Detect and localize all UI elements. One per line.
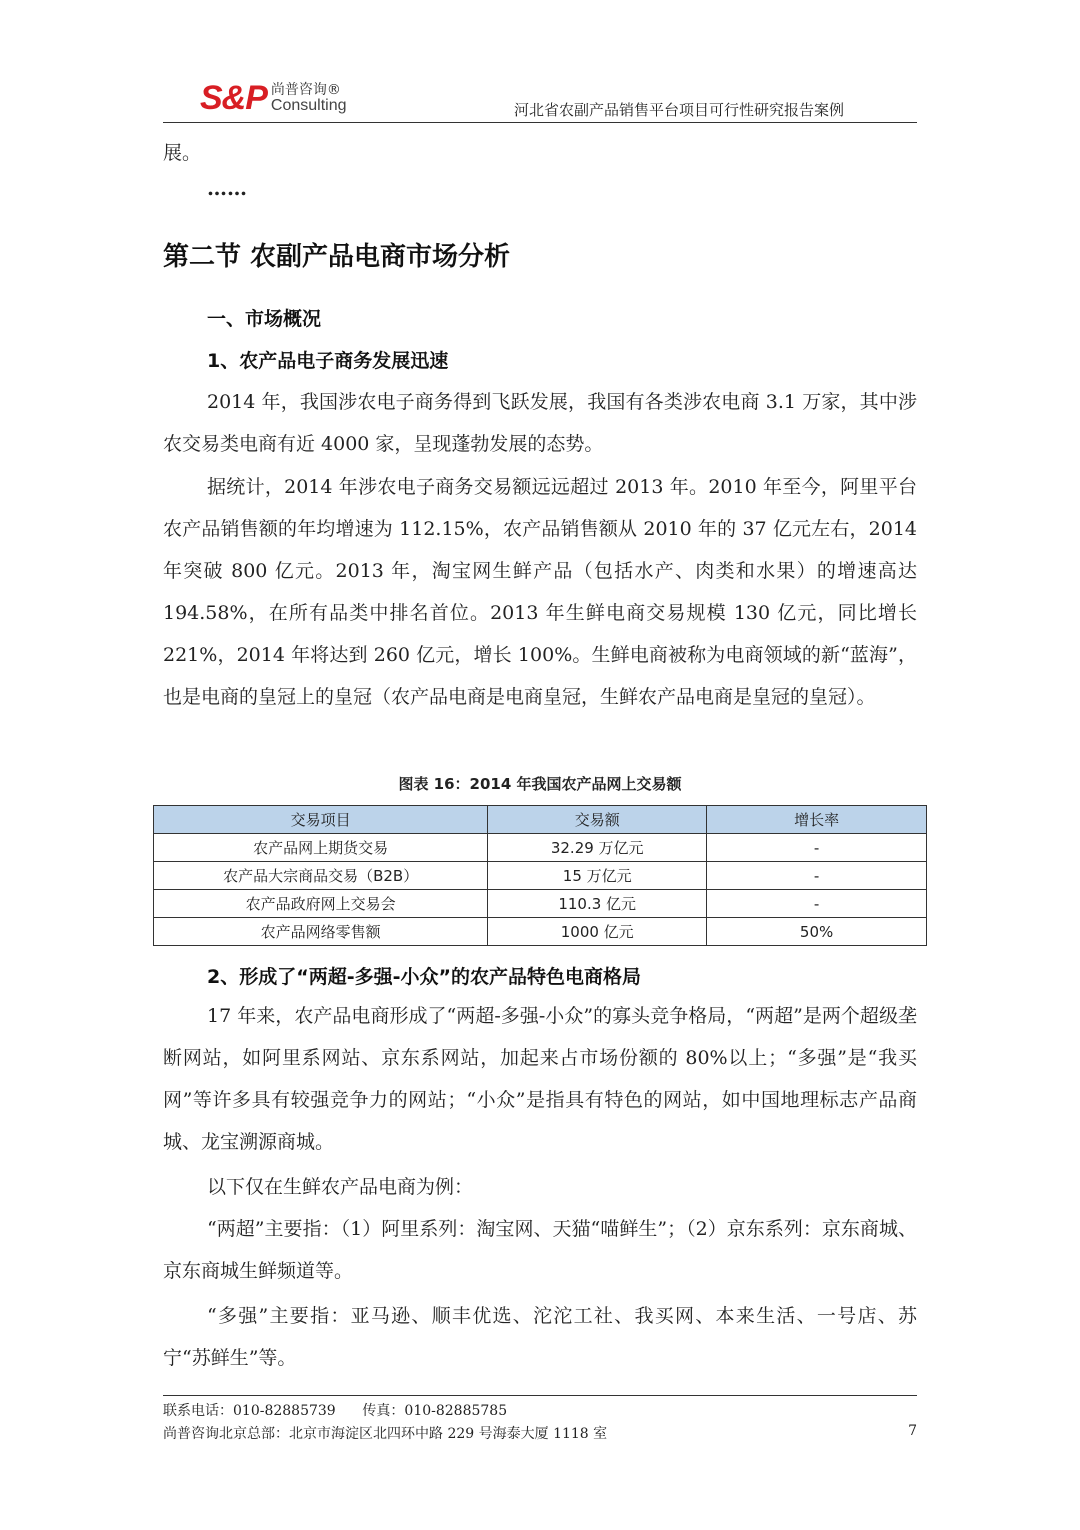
column-header-amount: 交易额 [488,806,707,834]
subsection-heading-market-overview: 一、市场概况 [207,308,322,330]
paragraph-4: 以下仅在生鲜农产品电商为例： [207,1176,474,1198]
table-row [154,918,927,946]
column-header-item: 交易项目 [154,806,488,834]
table-header-row [154,806,927,834]
paragraph-3: 17 年来，农产品电商形成了“两超-多强-小众”的寡头竞争格局，“两超”是两个超级垄断网站，如阿里系网站、京东系网站，加起来占市场份额的 80%以上；“多强”是“我买网”等许多具有较强竞争力的网站；“小众”是指具有特色的网站，如中国地理标志产品商城、龙宝溯源商城。 [163,1005,917,1153]
table-row [154,890,927,918]
section-heading: 第二节 农副产品电商市场分析 [163,242,511,272]
footer-address: 尚普咨询北京总部：北京市海淀区北四环中路 229 号海泰大厦 1118 室 [163,1426,608,1442]
logo-chinese-name: 尚普咨询® [270,82,341,98]
paragraph-6: “多强”主要指：亚马逊、顺丰优选、沱沱工社、我买网、本来生活、一号店、苏宁“苏鲜生”等。 [163,1305,917,1369]
table-cell: - [707,862,927,890]
header-divider [163,122,917,123]
company-logo [200,80,347,116]
table-cell: 15 万亿元 [488,862,707,890]
table-caption: 图表 16：2014 年我国农产品网上交易额 [398,775,682,793]
trade-volume-table [153,805,927,946]
continuation-text: 展。 [163,142,202,164]
paragraph-2: 据统计，2014 年涉农电子商务交易额远远超过 2013 年。2010 年至今，阿里平台农产品销售额的年均增速为 112.15%，农产品销售额从 2010 年的 37 亿元左右，2014 年突破 800 亿元。2013 年，淘宝网生鲜产品（包括水产、肉类和水果）的增速高达 194.58%，在所有品类中排名首位。2013 年生鲜电商交易规模 130 亿元，同比增长 221%，2014 年将达到 260 亿元，增长 100%。生鲜电商被称为电商领域的新“蓝海”，也是电商的皇冠上的皇冠（农产品电商是电商皇冠，生鲜农产品电商是皇冠的皇冠）。 [163,476,917,708]
table-row [154,834,927,862]
footer-divider [163,1395,917,1396]
subsection-heading-ecommerce-growth: 1、农产品电子商务发展迅速 [207,350,449,372]
document-title: 河北省农副产品销售平台项目可行性研究报告案例 [513,101,844,119]
table-cell: 农产品政府网上交易会 [154,890,488,918]
page-number: 7 [908,1423,917,1439]
table-cell: 50% [707,918,927,946]
logo-mark: S&P [200,79,267,117]
table-cell: 110.3 亿元 [488,890,707,918]
logo-english-name: Consulting [270,97,347,114]
table-cell: 农产品网络零售额 [154,918,488,946]
table-cell: - [707,834,927,862]
logo-text [271,83,347,113]
table-cell: 32.29 万亿元 [488,834,707,862]
paragraph-1: 2014 年，我国涉农电子商务得到飞跃发展，我国有各类涉农电商 3.1 万家，其中涉农交易类电商有近 4000 家，呈现蓬勃发展的态势。 [163,391,917,455]
footer-contact: 联系电话：010-82885739 传真：010-82885785 [163,1403,508,1419]
column-header-growth: 增长率 [707,806,927,834]
table-cell: 农产品大宗商品交易（B2B） [154,862,488,890]
table-row [154,862,927,890]
table-cell: 农产品网上期货交易 [154,834,488,862]
table-cell: 1000 亿元 [488,918,707,946]
table-cell: - [707,890,927,918]
subsection-heading-market-structure: 2、形成了“两超-多强-小众”的农产品特色电商格局 [207,966,641,988]
ellipsis: …… [207,176,247,200]
paragraph-5: “两超”主要指：（1）阿里系列：淘宝网、天猫“喵鲜生”；（2）京东系列：京东商城、京东商城生鲜频道等。 [163,1218,917,1282]
